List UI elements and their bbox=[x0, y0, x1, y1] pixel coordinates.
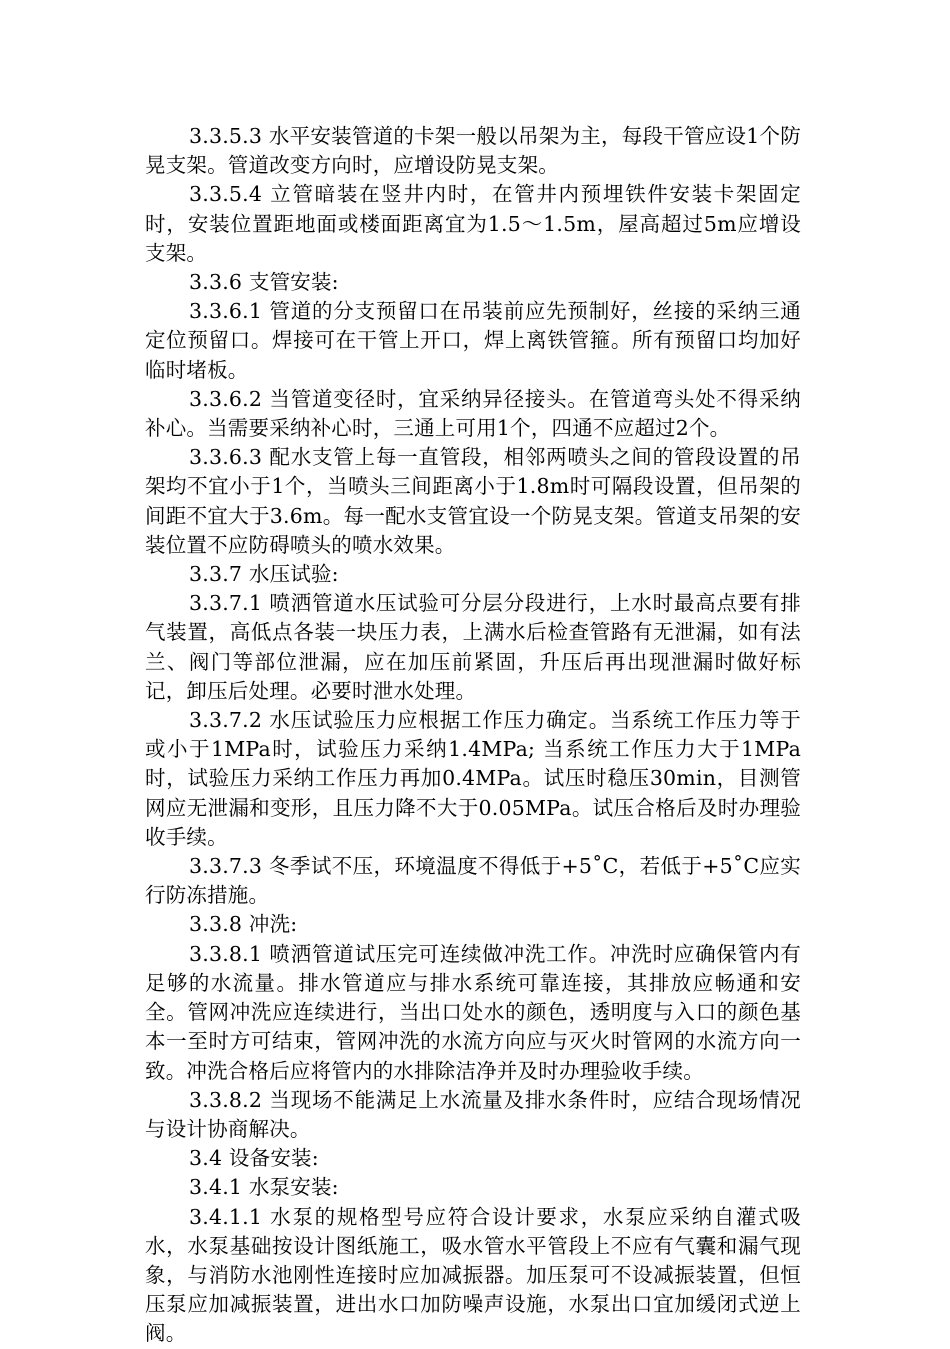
paragraph-3-3-7-3: 3.3.7.3 冬季试不压，环境温度不得低于+5˚C，若低于+5˚C应实行防冻措施。 bbox=[145, 854, 801, 908]
paragraph-3-3-6-2: 3.3.6.2 当管道变径时，宜采纳异径接头。在管道弯头处不得采纳补心。当需要采纳补心时，三通上可用1个，四通不应超过2个。 bbox=[145, 386, 801, 441]
document-body bbox=[145, 122, 801, 1349]
paragraph-3-3-8-2: 3.3.8.2 当现场不能满足上水流量及排水条件时，应结合现场情况与设计协商解决。 bbox=[145, 1087, 801, 1141]
paragraph-3-3-6-1: 3.3.6.1 管道的分支预留口在吊装前应先预制好，丝接的采纳三通定位预留口。焊接可在干管上开口，焊上离铁管箍。所有预留口均加好临时堵板。 bbox=[145, 299, 801, 382]
section-heading-3-3-7: 3.3.7 水压试验: bbox=[189, 562, 339, 587]
section-heading-3-4: 3.4 设备安装: bbox=[189, 1146, 319, 1171]
paragraph-3-4-1-1: 3.4.1.1 水泵的规格型号应符合设计要求，水泵应采纳自灌式吸水，水泵基础按设计图纸施工，吸水管水平管段上不应有气囊和漏气现象，与消防水池刚性连接时应加减振器。加压泵可不设减振装置，但恒压泵应加减振装置，进出水口加防噪声设施，水泵出口宜加缓闭式逆上阀。 bbox=[145, 1204, 801, 1346]
section-heading-3-3-6: 3.3.6 支管安装: bbox=[189, 270, 339, 295]
paragraph-3-3-7-1: 3.3.7.1 喷洒管道水压试验可分层分段进行，上水时最高点要有排气装置，高低点各装一块压力表，上满水后检查管路有无泄漏，如有法兰、阀门等部位泄漏，应在加压前紧固，升压后再出现泄漏时做好标记，卸压后处理。必要时泄水处理。 bbox=[145, 591, 801, 703]
paragraph-3-3-5-4: 3.3.5.4 立管暗装在竖井内时，在管井内预埋铁件安装卡架固定时，安装位置距地面或楼面距离宜为1.5～1.5m，屋高超过5m应增设支架。 bbox=[145, 182, 801, 265]
section-heading-3-4-1: 3.4.1 水泵安装: bbox=[189, 1175, 339, 1200]
section-heading-3-3-8: 3.3.8 冲洗: bbox=[189, 912, 298, 937]
paragraph-3-3-6-3: 3.3.6.3 配水支管上每一直管段，相邻两喷头之间的管段设置的吊架均不宜小于1个，当喷头三间距离小于1.8m时可隔段设置，但吊架的间距不宜大于3.6m。每一配水支管宜设一个防晃支架。管道支吊架的安装位置不应防碍喷头的喷水效果。 bbox=[145, 445, 801, 557]
paragraph-3-3-7-2: 3.3.7.2 水压试验压力应根据工作压力确定。当系统工作压力等于或小于1MPa时，试验压力采纳1.4MPa; 当系统工作压力大于1MPa时，试验压力采纳工作压力再加0.4MPa。试压时稳压30min，目测管网应无泄漏和变形，且压力降不大于0.05MPa。试压合格后及时办理验收手续。 bbox=[145, 708, 801, 849]
paragraph-3-3-5-3: 3.3.5.3 水平安装管道的卡架一般以吊架为主，每段干管应设1个防晃支架。管道改变方向时，应增设防晃支架。 bbox=[145, 124, 801, 178]
paragraph-3-3-8-1: 3.3.8.1 喷洒管道试压完可连续做冲洗工作。冲洗时应确保管内有足够的水流量。排水管道应与排水系统可靠连接，其排放应畅通和安全。管网冲洗应连续进行，当出口处水的颜色，透明度与入口的颜色基本一至时方可结束，管网冲洗的水流方向应与灭火时管网的水流方向一致。冲洗合格后应将管内的水排除洁净并及时办理验收手续。 bbox=[145, 941, 801, 1083]
